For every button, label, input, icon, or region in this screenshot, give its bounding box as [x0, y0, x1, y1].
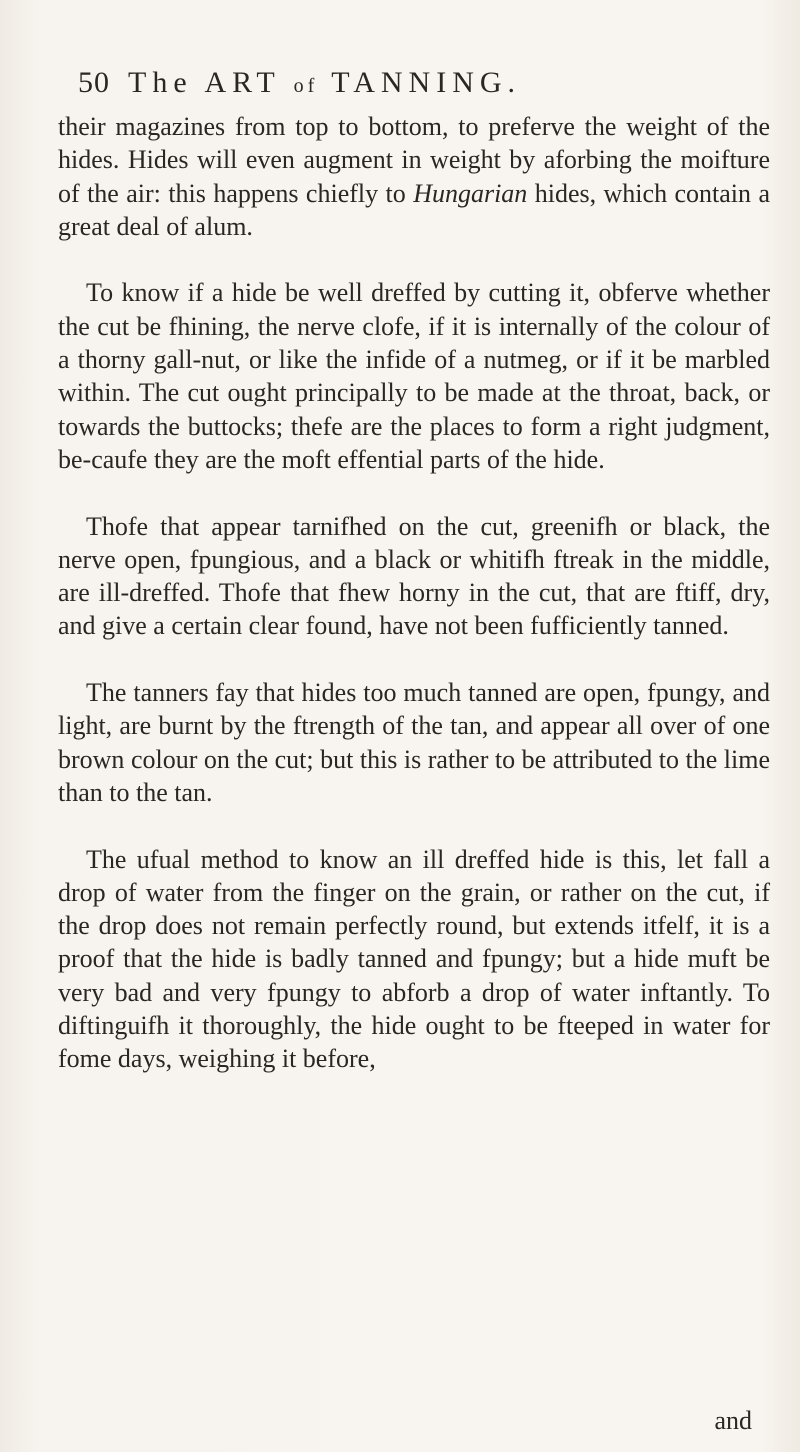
running-title-of: of — [293, 75, 319, 97]
paragraph-3: Thofe that appear tarnifhed on the cut, greenifh or black, the nerve open, fpungious, and a black or whitifh ftreak in the middle, are ill-dreffed. Thofe that fhew horny in the cut, that are ftiff, dry, and give a certain clear found, have not been fufficiently tanned. — [58, 511, 770, 641]
paragraph-2: To know if a hide be well dreffed by cutting it, obferve whether the cut be fhining, the nerve clofe, if it is internally of the colour of a thorny gall-nut, or like the infide of a nutmeg, or if it be marbled within. The cut ought principally to be made at the throat, back, or towards the buttocks; thefe are the places to form a right judgment, be-caufe they are the moft effential parts of the hide. — [58, 278, 770, 474]
body-text — [58, 110, 770, 1076]
catchword: and — [714, 1406, 752, 1435]
paragraph-1-text-b: hides, which contain a great deal of alum. — [58, 178, 770, 241]
page-number: 50 — [78, 66, 110, 99]
paragraph-5: The ufual method to know an ill dreffed hide is this, let fall a drop of water from the finger on the grain, or rather on the cut, if the drop does not remain perfectly round, but extends itfelf, it is a proof that the hide is badly tanned and fpungy; but a hide muft be very bad and very fpungy to abforb a drop of water inftantly. To diftinguifh it thoroughly, the hide ought to be fteeped in water for fome days, weighing it before, — [58, 844, 770, 1074]
paragraph-1-italic: Hungarian — [413, 178, 528, 208]
running-title-subject: TANNING. — [331, 66, 522, 99]
paragraph-1-text-a: their magazines from top to bottom, to preferve the weight of the hides. Hides will even augment in weight by aforbing the moifture of the air: this happens chiefly to — [58, 112, 770, 208]
running-title-main: The ART — [128, 66, 281, 99]
running-head — [78, 66, 738, 106]
paragraph-4: The tanners fay that hides too much tanned are open, fpungy, and light, are burnt by the ftrength of the tan, and appear all over of one brown colour on the cut; but this is rather to be attributed to the lime than to the tan. — [58, 678, 770, 807]
running-title — [128, 66, 521, 100]
paragraph-1 — [58, 110, 770, 243]
